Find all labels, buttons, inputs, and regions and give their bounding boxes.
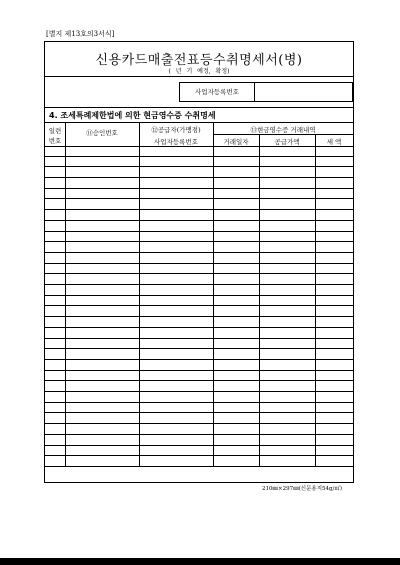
table-row[interactable] <box>45 189 353 200</box>
table-row[interactable] <box>45 381 353 392</box>
table-header-bottom <box>45 146 353 147</box>
table-row[interactable] <box>45 285 353 296</box>
column-divider <box>65 122 66 467</box>
col-serial-label-2: 번호 <box>48 137 62 145</box>
table-row[interactable] <box>45 317 353 328</box>
col-supplier-reg-label: 사업자등록번호 <box>154 138 198 146</box>
col-receipt-group-label: ⑬현금영수증 거래내역 <box>250 126 316 134</box>
page-bottom-bar <box>0 558 400 565</box>
period-subtitle: ( 년 기 예정, 확정) <box>168 68 230 75</box>
column-divider <box>139 122 140 467</box>
table-row[interactable] <box>45 221 353 232</box>
table-row[interactable] <box>45 296 353 307</box>
col-serial-label-1: 일련 <box>48 127 62 135</box>
section-title: 4. 조세특례제한법에 의한 현금영수증 수취명세 <box>49 111 216 120</box>
table-row[interactable] <box>45 200 353 211</box>
business-reg-value[interactable] <box>256 83 350 101</box>
table-row[interactable] <box>45 178 353 189</box>
table-row[interactable] <box>45 307 353 318</box>
form-frame <box>44 41 354 483</box>
table-row[interactable] <box>45 242 353 253</box>
table-row[interactable] <box>45 349 353 360</box>
section-divider <box>45 107 353 108</box>
table-row[interactable] <box>45 167 353 178</box>
table-row[interactable] <box>45 456 353 467</box>
column-divider <box>213 122 214 467</box>
table-row[interactable] <box>45 446 353 457</box>
table-row[interactable] <box>45 157 353 168</box>
table-row[interactable] <box>45 360 353 371</box>
page-title: 신용카드매출전표등수취명세서(병) <box>95 53 303 68</box>
receipt-group-divider <box>213 134 353 135</box>
business-reg-box <box>179 82 353 102</box>
column-divider <box>315 134 316 467</box>
column-divider <box>259 134 260 467</box>
table-row[interactable] <box>45 210 353 221</box>
table-row[interactable] <box>45 392 353 403</box>
table-row[interactable] <box>45 435 353 446</box>
table-row[interactable] <box>45 232 353 243</box>
col-tax-label: 세 액 <box>326 138 342 146</box>
table-row[interactable] <box>45 274 353 285</box>
table-row[interactable] <box>45 424 353 435</box>
paper-size-note: 210㎜×297㎜(신문용지54g/㎡) <box>262 486 343 492</box>
col-supply-value-label: 공급가액 <box>274 138 300 146</box>
table-row[interactable] <box>45 339 353 350</box>
table-row[interactable] <box>45 414 353 425</box>
business-reg-label: 사업자등록번호 <box>180 83 255 101</box>
header-divider <box>45 76 353 77</box>
table-top-line <box>45 122 353 123</box>
col-approval-label: ⑪승인번호 <box>86 129 118 137</box>
table-row[interactable] <box>45 264 353 275</box>
table-row[interactable] <box>45 253 353 264</box>
table-row[interactable] <box>45 371 353 382</box>
table-row[interactable] <box>45 328 353 339</box>
col-trade-date-label: 거래일자 <box>223 138 249 146</box>
table-row[interactable] <box>45 403 353 414</box>
form-label: [별지 제13호의3서식] <box>46 30 115 38</box>
col-supplier-label: ⑫공급자(가맹점) <box>151 126 201 134</box>
table-row[interactable] <box>45 146 353 157</box>
